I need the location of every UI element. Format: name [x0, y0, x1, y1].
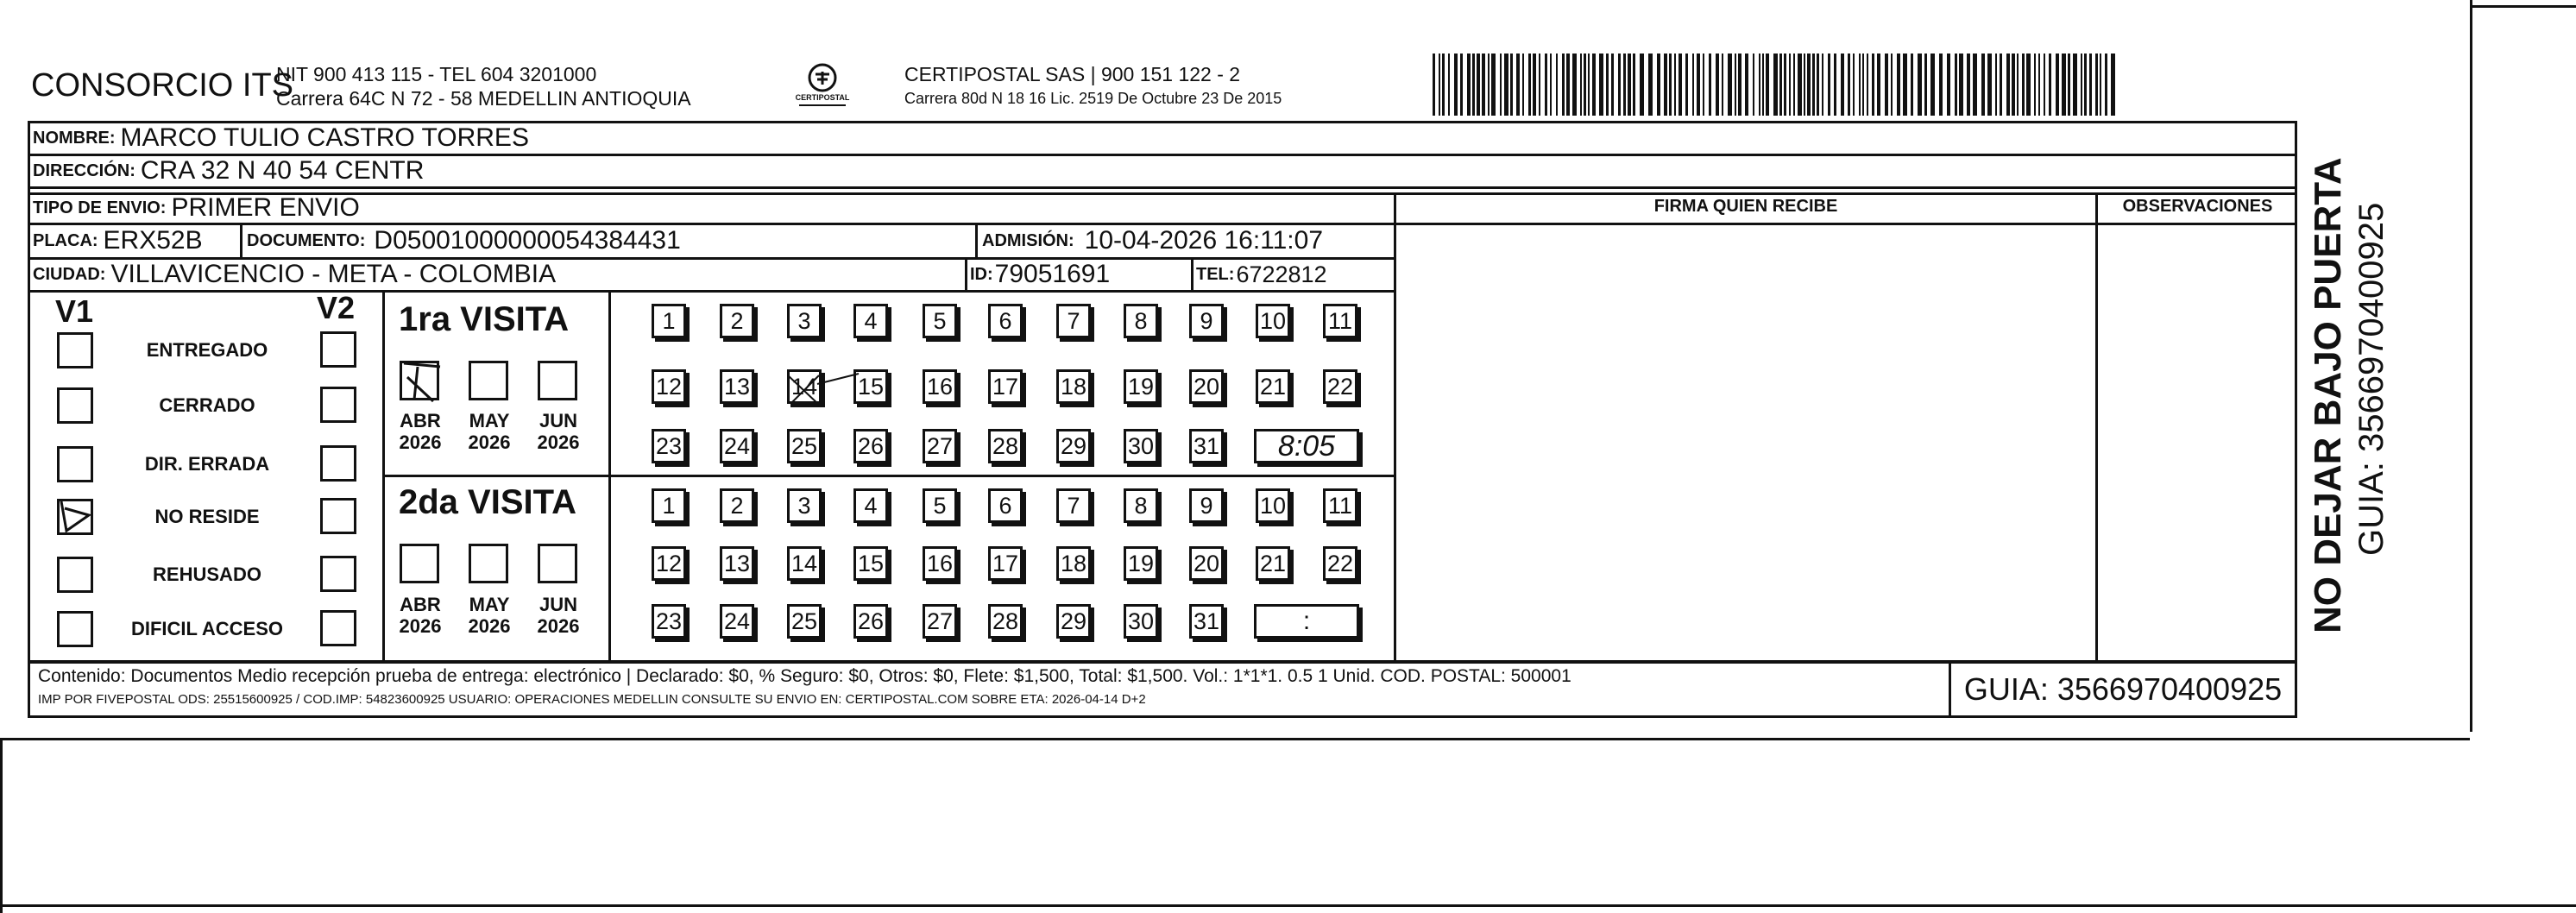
status-label: ENTREGADO	[146, 339, 268, 361]
day-box[interactable]: 9	[1189, 488, 1224, 523]
logo-text: CERTIPOSTAL	[795, 93, 850, 102]
barcode-bar	[1618, 54, 1621, 116]
barcode-bar	[2000, 54, 2002, 116]
month-year: 2026	[399, 431, 442, 453]
day-box[interactable]: 5	[923, 488, 957, 523]
barcode-bar	[1633, 54, 1635, 116]
barcode-bar	[2044, 54, 2045, 116]
barcode-bar	[1692, 54, 1694, 116]
barcode-bar	[1482, 54, 1485, 116]
barcode-bar	[1911, 54, 1913, 116]
tear-line	[0, 738, 2470, 740]
row-line-2	[28, 186, 2297, 189]
barcode-bar	[1510, 54, 1513, 116]
observaciones-header: OBSERVACIONES	[2122, 197, 2273, 216]
barcode-bar	[1918, 54, 1922, 116]
barcode-bar	[1599, 54, 1603, 116]
day-box[interactable]: 31	[1189, 429, 1224, 463]
ciudad-divider	[965, 257, 967, 290]
day-box[interactable]: 14	[787, 369, 822, 404]
carrier-line-2: Carrera 80d N 18 16 Lic. 2519 De Octubre 23 De 2015	[904, 90, 1282, 107]
admision-value: 10-04-2026 16:11:07	[1084, 226, 1324, 255]
barcode-bar	[1848, 54, 1850, 116]
month-name: MAY	[469, 410, 510, 431]
barcode-bar	[1545, 54, 1547, 116]
barcode-bar	[1703, 54, 1704, 116]
v2-checkbox[interactable]	[320, 331, 356, 368]
barcode-bar	[1566, 54, 1570, 116]
barcode-bar	[1722, 54, 1723, 116]
admision-label: ADMISIÓN:	[982, 230, 1074, 250]
barcode-bar	[1897, 54, 1900, 116]
row-line-3	[28, 192, 2297, 195]
ciudad-row	[33, 259, 556, 290]
day-box[interactable]: 8	[1124, 304, 1158, 338]
id-divider	[1191, 257, 1194, 290]
firma-header: FIRMA QUIEN RECIBE	[1653, 197, 1838, 216]
side-line-1: NO DEJAR BAJO PUERTA	[2307, 157, 2349, 633]
barcode-bar	[1779, 54, 1782, 116]
barcode-bar	[1959, 54, 1963, 116]
day-box[interactable]: 25	[787, 604, 822, 639]
tel-label: TEL:	[1196, 264, 1235, 284]
month-year: 2026	[537, 431, 580, 453]
barcode-bar	[1606, 54, 1609, 116]
day-box[interactable]: 25	[787, 429, 822, 463]
barcode-bar	[1793, 54, 1795, 116]
month-name: ABR	[400, 594, 441, 615]
day-box[interactable]: 13	[720, 546, 754, 581]
day-box[interactable]: 22	[1323, 546, 1357, 581]
barcode-bar	[1522, 54, 1524, 116]
direccion-value: CRA 32 N 40 54 CENTR	[140, 156, 425, 185]
v2-checkbox[interactable]	[320, 610, 356, 646]
day-box[interactable]: 30	[1124, 429, 1158, 463]
documento-label: DOCUMENTO:	[247, 230, 366, 250]
barcode-bar	[1678, 54, 1682, 116]
barcode-bar	[2017, 54, 2019, 116]
barcode-bar	[1766, 54, 1769, 116]
tel-value: 6722812	[1236, 261, 1327, 287]
month-label	[396, 410, 444, 453]
barcode-bar	[1995, 54, 1997, 116]
barcode-bar	[2006, 54, 2010, 116]
documento-value: D05001000000054384431	[374, 226, 681, 255]
day-box[interactable]: 3	[787, 304, 822, 338]
barcode-bar	[1967, 54, 1970, 116]
barcode-bar	[1460, 54, 1463, 116]
barcode-bar	[1550, 54, 1552, 116]
barcode-bar	[1685, 54, 1688, 116]
barcode-bar	[1467, 54, 1471, 116]
barcode-bar	[1930, 54, 1935, 116]
barcode-bar	[1789, 54, 1791, 116]
day-box[interactable]: 1	[652, 304, 686, 338]
barcode-bar	[2022, 54, 2025, 116]
barcode-bar	[1728, 54, 1732, 116]
barcode-bar	[1981, 54, 1985, 116]
handwritten-check-icon	[53, 489, 104, 541]
barcode-bar	[1442, 54, 1445, 116]
barcode-bar	[1539, 54, 1540, 116]
status-label: NO RESIDE	[154, 506, 260, 527]
barcode-bar	[1623, 54, 1626, 116]
barcode-bar	[1628, 54, 1631, 116]
guia-box-divider	[1949, 661, 1951, 718]
day-box[interactable]: 23	[652, 429, 686, 463]
company-name: CONSORCIO ITS	[31, 67, 294, 104]
ciudad-value: VILLAVICENCIO - META - COLOMBIA	[110, 260, 557, 288]
v1-checkbox[interactable]	[57, 611, 93, 647]
day-box[interactable]: 29	[1056, 429, 1091, 463]
lower-bottom-line	[0, 904, 2576, 907]
barcode-bar	[1580, 54, 1582, 116]
barcode-bar	[1828, 54, 1830, 116]
barcode-bar	[1674, 54, 1676, 116]
v2-checkbox[interactable]	[320, 445, 356, 482]
barcode-bar	[1877, 54, 1880, 116]
day-box[interactable]: 17	[988, 546, 1023, 581]
day-box[interactable]: 21	[1256, 369, 1290, 404]
day-box[interactable]: 6	[988, 304, 1023, 338]
day-box[interactable]: 28	[988, 604, 1023, 639]
barcode-bar	[1433, 54, 1435, 116]
month-label	[534, 594, 583, 637]
barcode-bar	[1973, 54, 1977, 116]
month-label	[465, 410, 513, 453]
month-checkbox[interactable]	[469, 361, 508, 400]
barcode-bar	[2100, 54, 2101, 116]
nombre-value: MARCO TULIO CASTRO TORRES	[120, 123, 529, 152]
v1-label: V1	[55, 293, 94, 329]
barcode-bar	[2049, 54, 2051, 116]
barcode-bar	[1491, 54, 1496, 116]
barcode-bar	[1891, 54, 1893, 116]
day-box[interactable]: 19	[1124, 369, 1158, 404]
tipo-label: TIPO DE ENVIO:	[33, 198, 167, 217]
day-box[interactable]: 27	[923, 429, 957, 463]
lower-left-edge	[0, 738, 3, 913]
barcode-bar	[1516, 54, 1520, 116]
day-box[interactable]: 26	[853, 604, 888, 639]
barcode-bar	[2068, 54, 2070, 116]
barcode-bar	[1448, 54, 1450, 116]
barcode-bar	[1735, 54, 1736, 116]
barcode-bar	[2073, 54, 2077, 116]
day-box[interactable]: 20	[1189, 369, 1224, 404]
month-checkbox[interactable]	[400, 544, 439, 583]
barcode-bar	[1528, 54, 1531, 116]
day-box[interactable]: 7	[1056, 304, 1091, 338]
col-obs-left	[2095, 192, 2098, 663]
barcode-bar	[1947, 54, 1950, 116]
id-label: ID:	[970, 264, 993, 284]
barcode-bar	[1709, 54, 1711, 116]
v2-label: V2	[317, 290, 356, 325]
barcode-bar	[2012, 54, 2015, 116]
barcode-bar	[1841, 54, 1844, 116]
barcode-bar	[1853, 54, 1855, 116]
day-box[interactable]: 27	[923, 604, 957, 639]
frame-top-right	[2470, 5, 2576, 8]
barcode-bar	[1738, 54, 1741, 116]
barcode-bar	[2034, 54, 2036, 116]
placa-value: ERX52B	[103, 226, 203, 255]
barcode-bar	[1745, 54, 1748, 116]
month-checkbox[interactable]	[538, 544, 577, 583]
barcode-bar	[2081, 54, 2082, 116]
footer-line-1: Contenido: Documentos Medio recepción prueba de entrega: electrónico | Declarado: $0, % Seguro: $0, Otros: $0, Flete: $1,500, Total: $1,500. Vol.: 1*1*1. 0.5 1 Unid. COD. POSTAL: 500001	[38, 666, 1571, 686]
day-box[interactable]: 11	[1323, 488, 1357, 523]
barcode	[1433, 54, 2123, 116]
barcode-bar	[1592, 54, 1596, 116]
barcode-bar	[2038, 54, 2040, 116]
day-box[interactable]: 4	[853, 488, 888, 523]
barcode-bar	[1572, 54, 1577, 116]
barcode-bar	[1862, 54, 1864, 116]
day-box[interactable]: 24	[720, 429, 754, 463]
day-box[interactable]: 15	[853, 369, 888, 404]
v2-checkbox[interactable]	[320, 556, 356, 592]
barcode-bar	[1812, 54, 1815, 116]
v1-checkbox[interactable]	[57, 387, 93, 424]
status-label: DIFICIL ACCESO	[130, 618, 283, 639]
barcode-bar	[2105, 54, 2107, 116]
month-name: MAY	[469, 594, 510, 615]
row-line-6	[28, 290, 1395, 293]
barcode-bar	[1556, 54, 1558, 116]
barcode-bar	[2062, 54, 2066, 116]
day-box[interactable]: 12	[652, 369, 686, 404]
day-box[interactable]: 16	[923, 369, 957, 404]
barcode-bar	[2089, 54, 2092, 116]
footer-line-2: IMP POR FIVEPOSTAL ODS: 25515600925 / COD.IMP: 54823600925 USUARIO: OPERACIONES MEDELLIN CONSULTE SU ENVIO EN: CERTIPOSTAL.COM SOBRE ETA: 2026-04-14 D+2	[38, 692, 1146, 707]
day-box[interactable]: 28	[988, 429, 1023, 463]
barcode-bar	[1822, 54, 1823, 116]
v1-checkbox[interactable]	[57, 332, 93, 368]
barcode-bar	[1885, 54, 1888, 116]
day-box[interactable]: 26	[853, 429, 888, 463]
id-row	[970, 259, 1110, 290]
barcode-bar	[2095, 54, 2098, 116]
documento-divider	[975, 223, 978, 257]
nombre-row	[33, 123, 529, 153]
v1-checkbox[interactable]	[57, 499, 93, 535]
carrier-line-1: CERTIPOSTAL SAS | 900 151 122 - 2	[904, 63, 1241, 85]
day-box[interactable]: 6	[988, 488, 1023, 523]
day-box[interactable]: 13	[720, 369, 754, 404]
day-box[interactable]: 18	[1056, 546, 1091, 581]
day-box[interactable]: 31	[1189, 604, 1224, 639]
month-year: 2026	[468, 431, 511, 453]
barcode-bar	[1716, 54, 1719, 116]
day-box[interactable]: 4	[853, 304, 888, 338]
day-box[interactable]: 24	[720, 604, 754, 639]
day-box[interactable]: 30	[1124, 604, 1158, 639]
barcode-bar	[1584, 54, 1586, 116]
barcode-bar	[1872, 54, 1874, 116]
barcode-bar	[1472, 54, 1475, 116]
day-box[interactable]: 8	[1124, 488, 1158, 523]
barcode-bar	[1454, 54, 1458, 116]
placa-row	[33, 225, 203, 256]
tipo-value: PRIMER ENVIO	[171, 193, 360, 222]
day-box[interactable]: 29	[1056, 604, 1091, 639]
day-box[interactable]: 5	[923, 304, 957, 338]
barcode-bar	[1533, 54, 1536, 116]
placa-divider	[240, 223, 242, 257]
day-box[interactable]: 17	[988, 369, 1023, 404]
month-name: JUN	[539, 594, 577, 615]
barcode-bar	[2084, 54, 2087, 116]
barcode-bar	[1834, 54, 1836, 116]
visit1-title: 1ra VISITA	[399, 300, 570, 338]
time-box[interactable]: 8:05	[1254, 429, 1359, 463]
barcode-bar	[1987, 54, 1992, 116]
barcode-bar	[1657, 54, 1660, 116]
barcode-bar	[1697, 54, 1700, 116]
month-label	[396, 594, 444, 637]
day-box[interactable]: 21	[1256, 546, 1290, 581]
day-box[interactable]: 12	[652, 546, 686, 581]
company-line-2: Carrera 64C N 72 - 58 MEDELLIN ANTIOQUIA	[276, 87, 691, 110]
month-checkbox[interactable]	[538, 361, 577, 400]
barcode-bar	[1903, 54, 1907, 116]
barcode-bar	[1611, 54, 1614, 116]
barcode-bar	[1439, 54, 1440, 116]
side-line-2: GUIA: 3566970400925	[2352, 202, 2390, 556]
day-box[interactable]: 16	[923, 546, 957, 581]
barcode-bar	[1804, 54, 1805, 116]
ciudad-label: CIUDAD:	[33, 264, 106, 284]
status-label: CERRADO	[159, 394, 255, 416]
v1-checkbox[interactable]	[57, 446, 93, 482]
guia-box-text: GUIA: 3566970400925	[1963, 671, 2283, 707]
barcode-bar	[2056, 54, 2059, 116]
direccion-label: DIRECCIÓN:	[33, 161, 135, 180]
nombre-label: NOMBRE:	[33, 128, 116, 148]
visit2-title: 2da VISITA	[399, 483, 576, 521]
day-box[interactable]: 7	[1056, 488, 1091, 523]
id-value: 79051691	[994, 260, 1111, 288]
barcode-bar	[1817, 54, 1819, 116]
barcode-bar	[1784, 54, 1786, 116]
barcode-bar	[1859, 54, 1861, 116]
barcode-bar	[1648, 54, 1653, 116]
placa-label: PLACA:	[33, 230, 98, 250]
month-name: JUN	[539, 410, 577, 431]
month-name: ABR	[400, 410, 441, 431]
barcode-bar	[1562, 54, 1565, 116]
v2-checkbox[interactable]	[320, 498, 356, 534]
barcode-bar	[1500, 54, 1502, 116]
day-box[interactable]: 18	[1056, 369, 1091, 404]
day-box[interactable]: 2	[720, 488, 754, 523]
day-box[interactable]: 20	[1189, 546, 1224, 581]
day-box[interactable]: 14	[787, 546, 822, 581]
day-box[interactable]: 11	[1323, 304, 1357, 338]
barcode-bar	[1640, 54, 1644, 116]
col-firma-left	[1394, 192, 1396, 663]
barcode-bar	[1753, 54, 1754, 116]
day-box[interactable]: 10	[1256, 304, 1290, 338]
status-label: DIR. ERRADA	[144, 453, 270, 475]
barcode-bar	[1477, 54, 1480, 116]
day-box[interactable]: 19	[1124, 546, 1158, 581]
barcode-bar	[1488, 54, 1490, 116]
barcode-bar	[1867, 54, 1868, 116]
month-label	[465, 594, 513, 637]
day-box[interactable]: 22	[1323, 369, 1357, 404]
v1-checkbox[interactable]	[57, 557, 93, 593]
barcode-bar	[1669, 54, 1672, 116]
visit-divider	[382, 475, 1396, 477]
month-checkbox[interactable]	[469, 544, 508, 583]
tel-row	[1196, 259, 1327, 290]
certipostal-logo-icon	[792, 62, 853, 110]
handwritten-x-icon	[399, 358, 450, 410]
certipostal-logo	[792, 62, 853, 110]
barcode-bar	[1924, 54, 1927, 116]
month-year: 2026	[537, 615, 580, 637]
frame-right-edge	[2470, 0, 2472, 732]
day-box[interactable]: 15	[853, 546, 888, 581]
tipo-row	[33, 193, 360, 223]
barcode-bar	[1798, 54, 1802, 116]
day-box[interactable]: 3	[787, 488, 822, 523]
barcode-bar	[1955, 54, 1957, 116]
barcode-bar	[1504, 54, 1508, 116]
month-year: 2026	[399, 615, 442, 637]
barcode-bar	[1773, 54, 1778, 116]
barcode-bar	[1762, 54, 1764, 116]
barcode-bar	[1664, 54, 1667, 116]
barcode-bar	[2026, 54, 2031, 116]
barcode-bar	[1588, 54, 1590, 116]
v2-checkbox[interactable]	[320, 387, 356, 423]
day-box[interactable]: 9	[1189, 304, 1224, 338]
admision-row	[982, 225, 1323, 256]
day-box[interactable]: 23	[652, 604, 686, 639]
month-year: 2026	[468, 615, 511, 637]
month-label	[534, 410, 583, 453]
status-label: REHUSADO	[153, 564, 261, 585]
barcode-bar	[1759, 54, 1760, 116]
barcode-bar	[2111, 54, 2115, 116]
barcode-bar	[1807, 54, 1811, 116]
barcode-bar	[1939, 54, 1943, 116]
month-checkbox[interactable]	[400, 361, 439, 400]
direccion-row	[33, 156, 424, 186]
day-box[interactable]: 2	[720, 304, 754, 338]
obs-header-line	[1394, 223, 2297, 225]
documento-row	[247, 225, 681, 256]
company-line-1: NIT 900 413 115 - TEL 604 3201000	[276, 63, 597, 85]
time-box[interactable]: :	[1254, 604, 1359, 639]
day-box[interactable]: 1	[652, 488, 686, 523]
day-box[interactable]: 10	[1256, 488, 1290, 523]
